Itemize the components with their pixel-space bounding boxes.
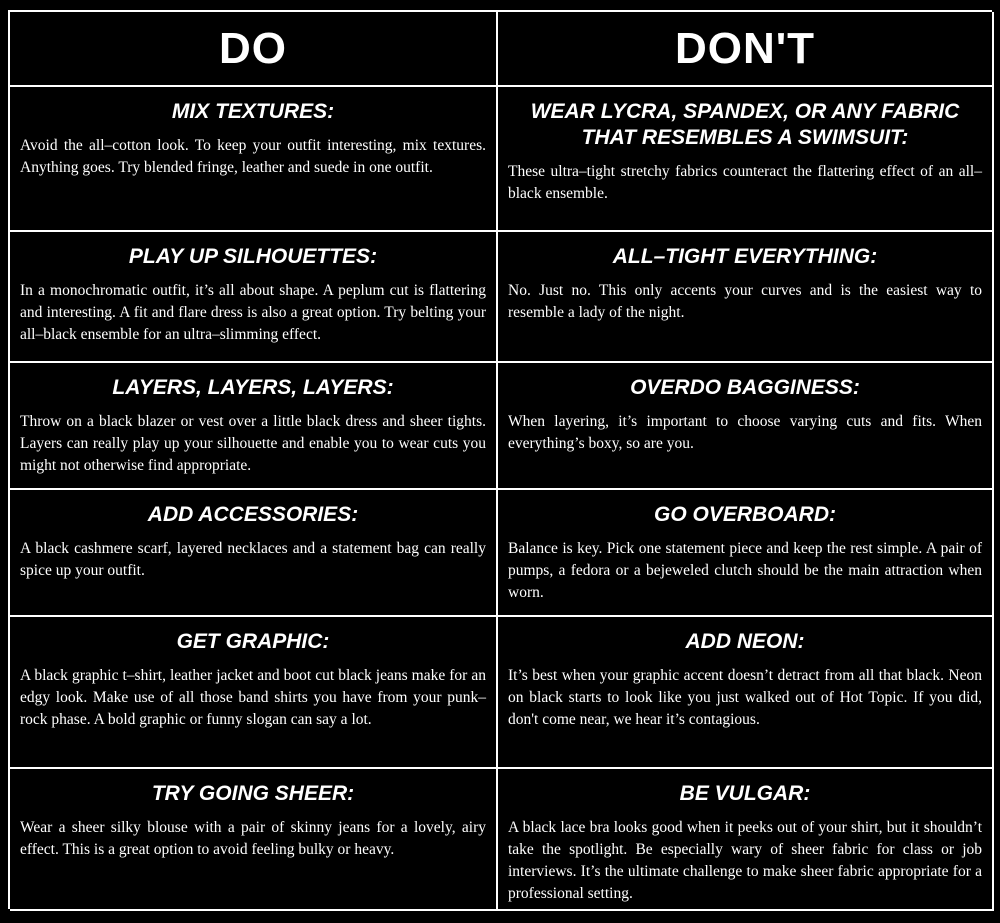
dont-tip-all-tight: [498, 232, 994, 363]
do-tip-body: A black graphic t–shirt, leather jacket and boot cut black jeans make for an edgy look. Make use of all those band shirts you have from your punk–rock phase. A bold graphic or funny slogan can say a lot.: [20, 667, 486, 728]
dont-tip-title: OVERDO BAGGINESS:: [630, 376, 860, 399]
do-tip-title: TRY GOING SHEER:: [151, 782, 355, 805]
do-tip-body: In a monochromatic outfit, it’s all about shape. A peplum cut is flattering and interesting. A fit and flare dress is also a great option. Try belting your all–black ensemble for an ultra–slimming effect.: [20, 282, 486, 343]
do-tip-mix-textures: [10, 87, 498, 232]
do-tip-title: MIX TEXTURES:: [171, 100, 335, 123]
dont-header-cell: [498, 12, 994, 87]
do-tip-play-up-silhouettes: [10, 232, 498, 363]
do-header-cell: [10, 12, 498, 87]
do-tip-body: Throw on a black blazer or vest over a little black dress and sheer tights. Layers can really play up your silhouette and enable you to wear cuts you might not otherwise find appropriate.: [20, 413, 486, 474]
dont-tip-add-neon: [498, 617, 994, 769]
do-tip-title: GET GRAPHIC:: [176, 630, 330, 653]
dont-tip-body: It’s best when your graphic accent doesn’t detract from all that black. Neon on black starts to look like you just walked out of Hot Topic. If you did, don't come near, we hear it’s contagious.: [508, 667, 982, 728]
do-tip-try-going-sheer: [10, 769, 498, 911]
do-tip-title: LAYERS, LAYERS, LAYERS:: [112, 376, 394, 399]
dont-tip-wear-lycra: [498, 87, 994, 232]
dont-tip-title: GO OVERBOARD:: [653, 503, 836, 526]
do-tip-body: Wear a sheer silky blouse with a pair of skinny jeans for a lovely, airy effect. This is a great option to avoid feeling bulky or heavy.: [20, 819, 486, 858]
do-header: DO: [219, 23, 287, 73]
dont-tip-body: Balance is key. Pick one statement piece and keep the rest simple. A pair of pumps, a fedora or a bejeweled clutch should be the main attraction when worn.: [508, 540, 982, 601]
dont-tip-title: ADD NEON:: [685, 630, 805, 653]
do-tip-add-accessories: [10, 490, 498, 617]
do-tip-title: PLAY UP SILHOUETTES:: [128, 245, 378, 268]
do-dont-table: [8, 10, 992, 909]
dont-tip-overdo-bagginess: [498, 363, 994, 490]
dont-tip-body: A black lace bra looks good when it peeks out of your shirt, but it shouldn’t take the spotlight. Be especially wary of sheer fabric for class or job interviews. It’s the ultimate challenge to make sheer fabric appropriate for a professional setting.: [508, 819, 982, 902]
do-tip-body: A black cashmere scarf, layered necklaces and a statement bag can really spice up your outfit.: [20, 540, 486, 579]
dont-tip-body: No. Just no. This only accents your curves and is the easiest way to resemble a lady of the night.: [508, 282, 982, 321]
do-tip-layers: [10, 363, 498, 490]
do-tip-get-graphic: [10, 617, 498, 769]
dont-tip-body: These ultra–tight stretchy fabrics counteract the flattering effect of an all–black ensemble.: [508, 163, 982, 202]
dont-tip-title: WEAR LYCRA, SPANDEX, OR ANY FABRIC THAT RESEMBLES A SWIMSUIT:: [530, 100, 960, 149]
dont-tip-title: BE VULGAR:: [679, 782, 811, 805]
do-tip-title: ADD ACCESSORIES:: [147, 503, 359, 526]
dont-tip-title: ALL–TIGHT EVERYTHING:: [612, 245, 878, 268]
dont-tip-go-overboard: [498, 490, 994, 617]
dont-tip-be-vulgar: [498, 769, 994, 911]
dont-header: DON'T: [674, 23, 816, 73]
do-tip-body: Avoid the all–cotton look. To keep your outfit interesting, mix textures. Anything goes. Try blended fringe, leather and suede in one outfit.: [20, 137, 486, 176]
dont-tip-body: When layering, it’s important to choose varying cuts and fits. When everything’s boxy, so are you.: [508, 413, 982, 452]
